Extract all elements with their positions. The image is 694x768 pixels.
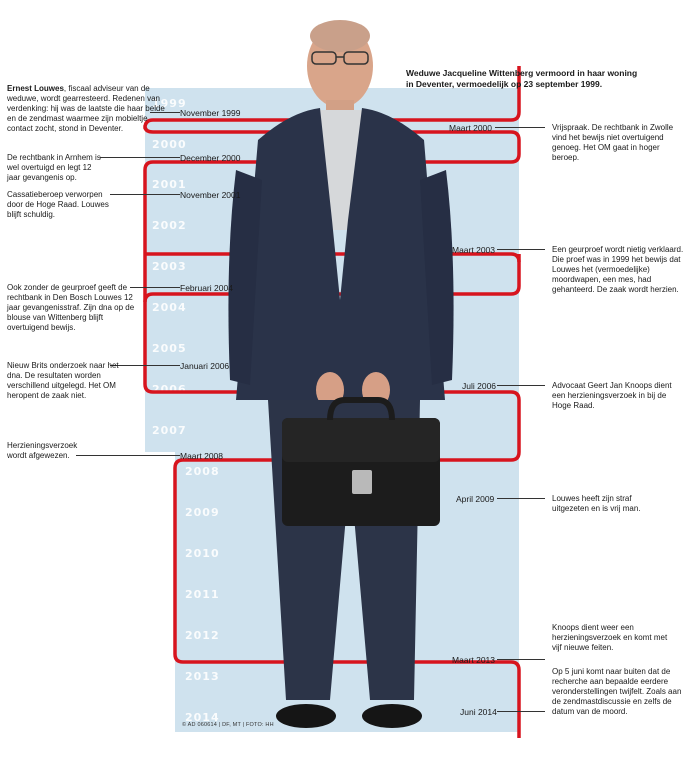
leader-line [497,498,545,499]
date-label: April 2009 [456,494,495,504]
note-juni-2014: Op 5 juni komt naar buiten dat de recherche aan bepaalde eerdere veronderstellingen twijfelt. Zoals aan de zendmastdiscussie en zelfs de datum van de moord. [552,667,682,716]
note-knoops: Advocaat Geert Jan Knoops dient een herzieningsverzoek in bij de Hoge Raad. [552,381,672,410]
note-afgewezen: Herzieningsverzoek wordt afgewezen. [7,441,78,460]
year-label: 2011 [185,588,220,601]
note-arrest [7,84,167,134]
leader-line [497,385,545,386]
date-label: Maart 2008 [180,451,223,461]
year-label: 2001 [152,178,187,191]
year-label: 2003 [152,260,187,273]
note-vrijspraak: Vrijspraak. De rechtbank in Zwolle vind het bewijs niet overtuigend genoeg. Het OM gaat in hoger beroep. [552,123,674,162]
date-label: Maart 2000 [449,123,492,133]
year-label: 2005 [152,342,187,355]
year-label: 2004 [152,301,187,314]
year-label: 2012 [185,629,220,642]
leader-line [110,365,180,366]
note-cassatie: Cassatieberoep verworpen door de Hoge Raad. Louwes blijft schuldig. [7,190,109,219]
note-brits-onderzoek: Nieuw Brits onderzoek naar het dna. De resultaten worden verschillend uitgelegd. Het OM heropent de zaak niet. [7,361,119,400]
date-label: November 2001 [180,190,241,200]
year-label: 2007 [152,424,187,437]
year-label: 1999 [152,97,187,110]
year-label: 2010 [185,547,220,560]
year-label: 2014 [185,711,220,724]
leader-line [497,711,545,712]
note-arrest-text: , fiscaal adviseur van de weduwe, wordt gearresteerd. Redenen van verdenking: hij was de laatste die haar belde en de zendmast waarmee zijn mobieltje contact zocht, stond in Deventer. [7,84,165,133]
date-label: Januari 2006 [180,361,230,371]
note-arnhem: De rechtbank in Arnhem is wel overtuigd en legt 12 jaar gevangenis op. [7,153,101,182]
photo-credit: © AD 060614 | DF, MT | FOTO: HH [182,722,274,728]
leader-line [76,455,180,456]
leader-line [497,249,545,250]
leader-line [497,659,545,660]
page-title: Weduwe Jacqueline Wittenberg vermoord in haar woning in Deventer, vermoedelijk op 23 september 1999. [406,68,638,89]
date-label: November 1999 [180,108,241,118]
note-arrest-name: Ernest Louwes [7,84,64,93]
leader-line [130,287,180,288]
date-label: Maart 2013 [452,655,495,665]
year-label: 2006 [152,383,187,396]
date-label: Februari 2004 [180,283,233,293]
year-label: 2000 [152,138,187,151]
leader-line [110,194,180,195]
note-geurproef: Een geurproef wordt nietig verklaard. Die proef was in 1999 het bewijs dat Louwes het (vermoedelijke) moordwapen, een mes, had gehanteerd. De zaak wordt herzien. [552,245,684,294]
leader-line [495,127,545,128]
note-vrij-man: Louwes heeft zijn straf uitgezeten en is vrij man. [552,494,641,513]
date-label: December 2000 [180,153,241,163]
note-vijf-feiten: Knoops dient weer een herzieningsverzoek en komt met vijf nieuwe feiten. [552,623,668,652]
year-label: 2013 [185,670,220,683]
date-label: Maart 2003 [452,245,495,255]
date-label: Juni 2014 [460,707,497,717]
year-label: 2008 [185,465,220,478]
leader-line [100,157,180,158]
note-den-bosch: Ook zonder de geurproef geeft de rechtbank in Den Bosch Louwes 12 jaar gevangenisstraf. Zijn dna op de blouse van Wittenberg blijft overtuigend bewijs. [7,283,135,332]
date-label: Juli 2006 [462,381,497,391]
year-label: 2009 [185,506,220,519]
year-label: 2002 [152,219,187,232]
